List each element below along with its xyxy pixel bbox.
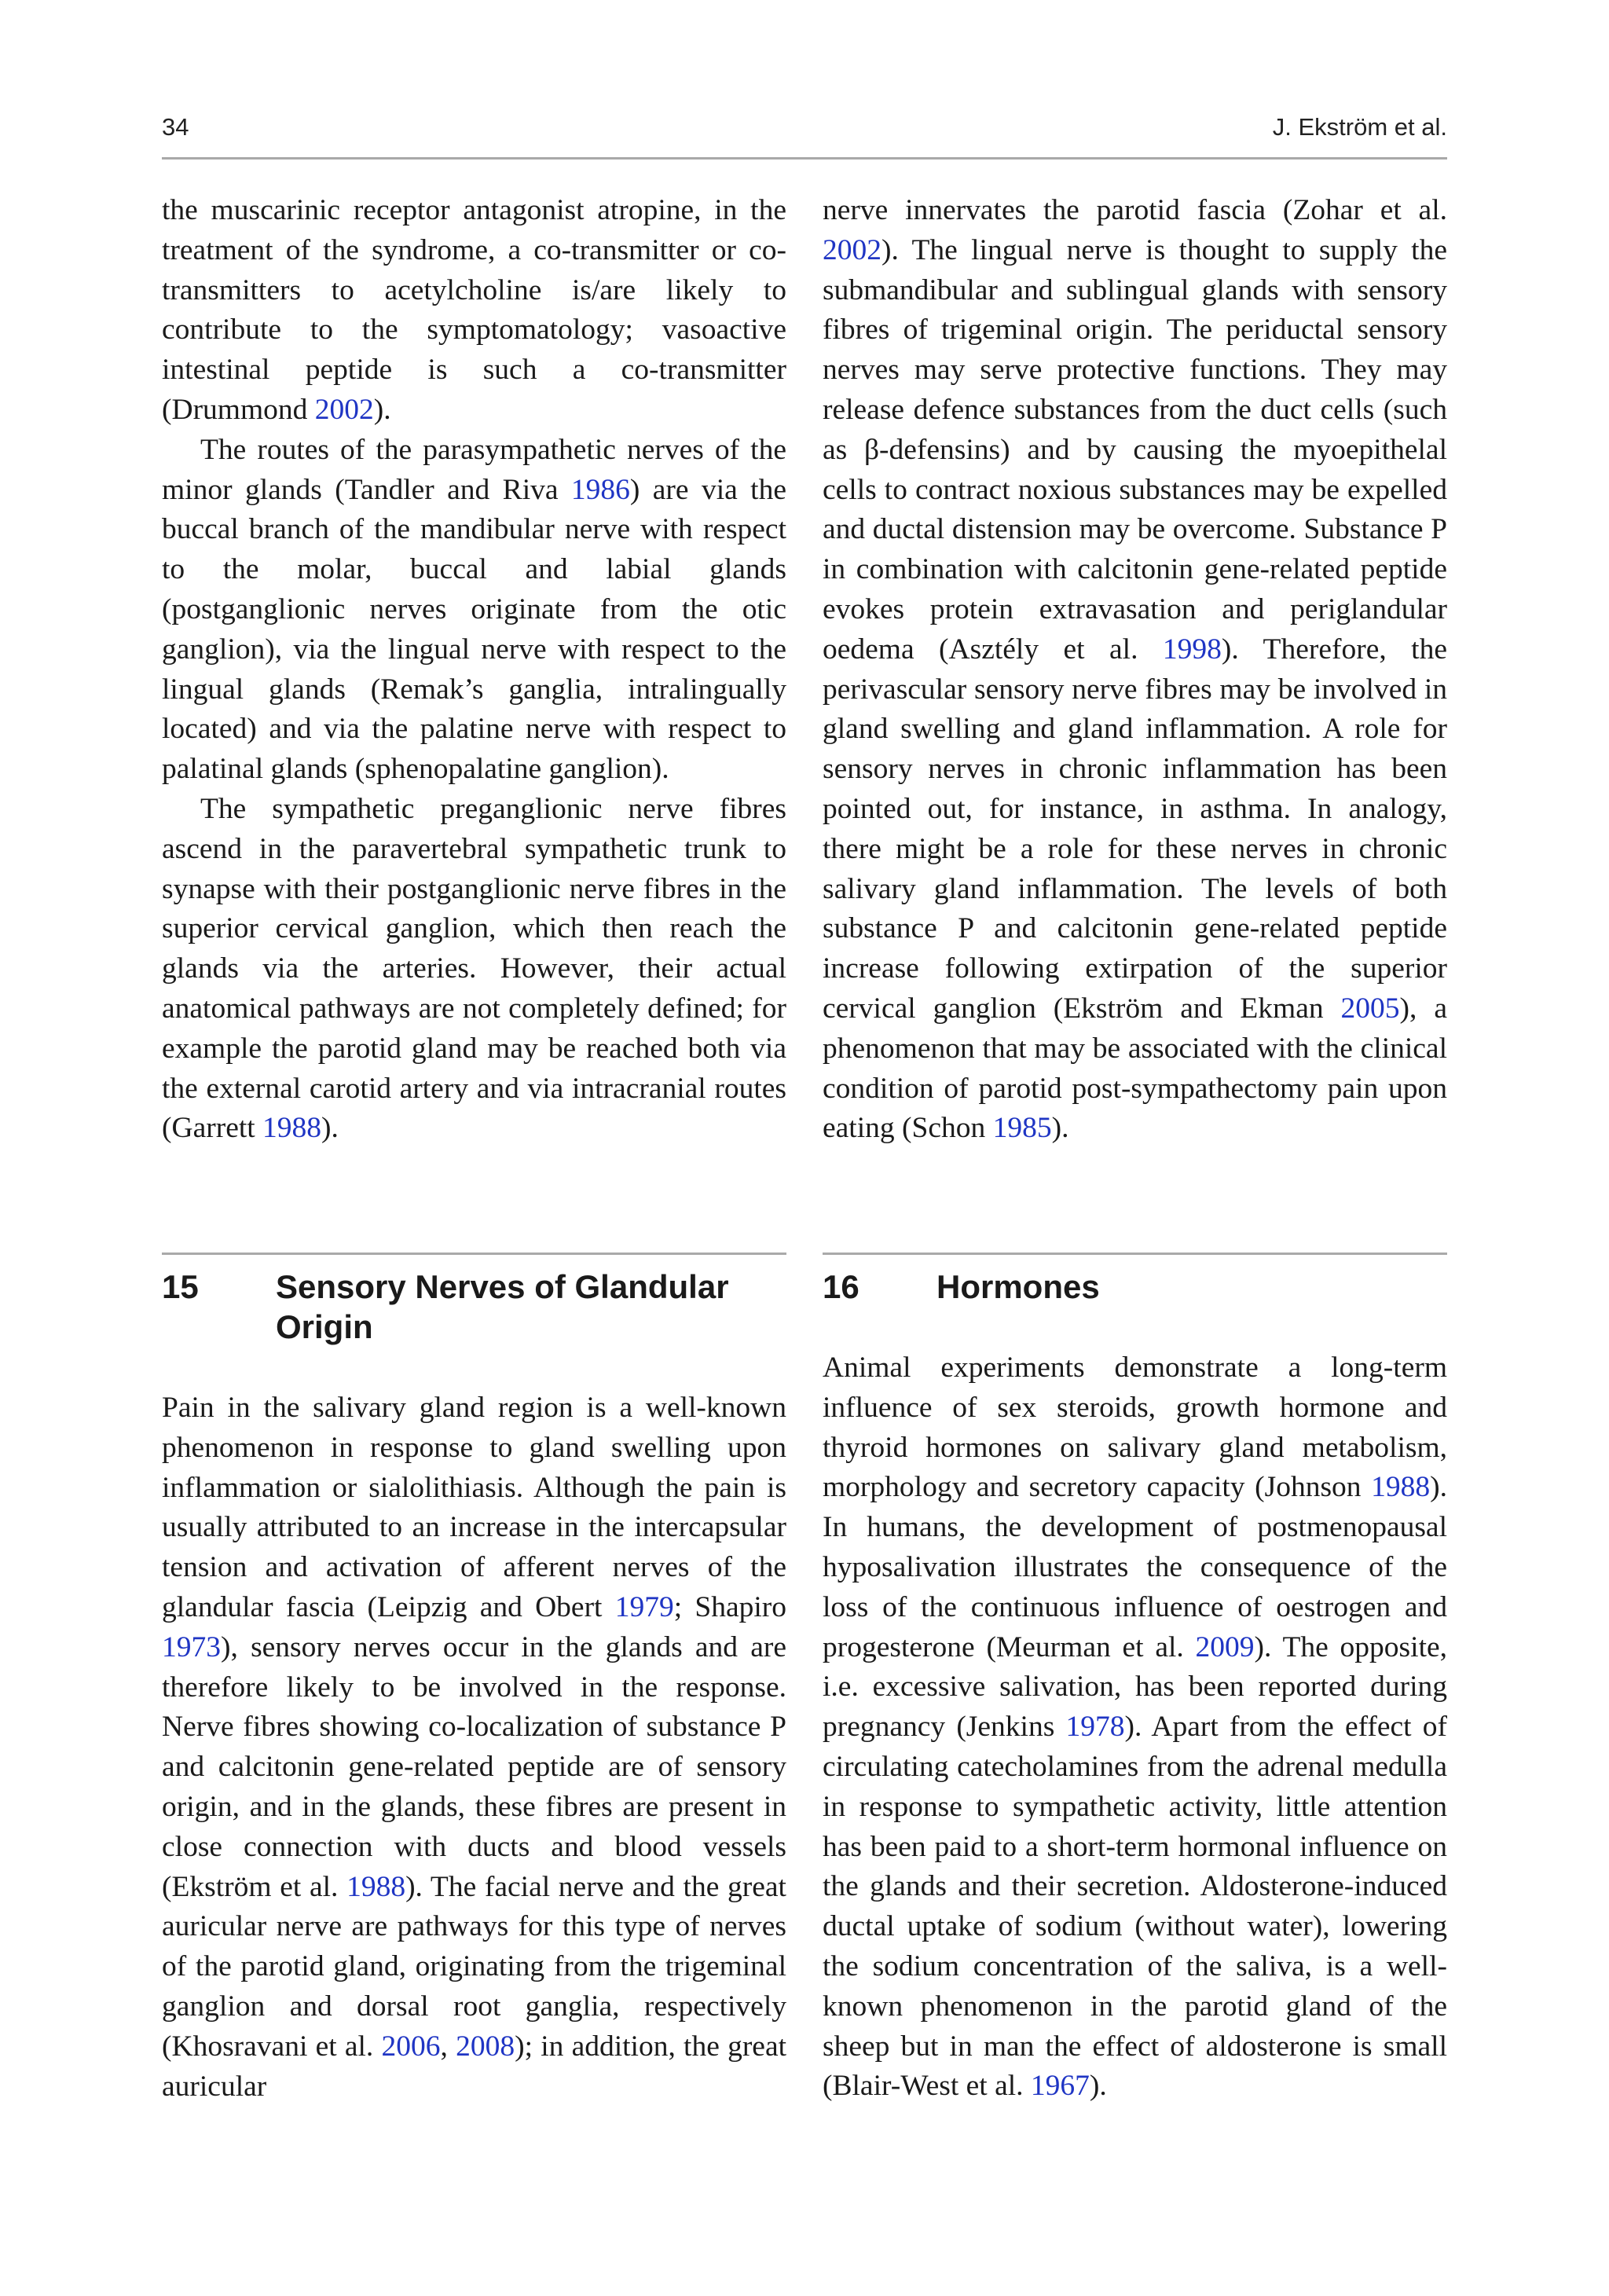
running-header — [162, 107, 1447, 160]
citation-link[interactable]: 1979 — [614, 1590, 674, 1623]
body-text: ). Therefore, the perivascular sensory nerve fibres may be involved in gland swelling and gland inflammation. A role for sensory nerves in chronic inflammation has been pointed out, for instance, in asthma. In analogy, there might be a role for these nerves in chronic salivary gland inflammation. The levels of both substance P and calcitonin gene-related peptide increase following extirpation of the superior cervical ganglion (Ekström and Ekman — [823, 633, 1447, 1025]
left-column-top — [162, 191, 786, 1149]
body-text: , — [440, 2030, 456, 2063]
body-text: ). In humans, the development of postmenopausal hyposalivation illustrates the consequence of the loss of the continuous influence of oestrogen and progesterone (Meurman et al. — [823, 1471, 1447, 1663]
body-text: nerve innervates the parotid fascia (Zohar et al. — [823, 194, 1447, 226]
right-column-top — [823, 191, 1447, 1149]
body-text: ). — [321, 1112, 339, 1145]
citation-link[interactable]: 1978 — [1065, 1711, 1125, 1744]
citation-link[interactable]: 1988 — [1371, 1471, 1431, 1504]
section-heading — [162, 1267, 786, 1347]
body-text: the muscarinic receptor antagonist atropine, in the treatment of the syndrome, a co-transmitter or co-transmitters to acetylcholine is/are likely to contribute to the symptomatology; vasoactive intestinal peptide is such a co-transmitter (Drummond — [162, 194, 786, 426]
body-text: ). The facial nerve and the great auricular nerve are pathways for this type of nerves of the parotid gland, originating from the trigeminal ganglion and dorsal root ganglia, respectively (Khosravani et al. — [162, 1870, 786, 2063]
body-text: The routes of the parasympathetic nerves of the minor glands (Tandler and Riva — [162, 433, 786, 506]
paragraph — [162, 431, 786, 790]
section-number: 16 — [823, 1268, 859, 1305]
paragraph — [823, 1348, 1447, 2107]
citation-link[interactable]: 1998 — [1162, 633, 1222, 666]
paragraph — [162, 1388, 786, 2107]
citation-link[interactable]: 1967 — [1030, 2070, 1090, 2103]
body-text: The sympathetic preganglionic nerve fibres ascend in the paravertebral sympathetic trunk to synapse with their postganglionic nerve fibres in the superior cervical ganglion, which then reach the glands via the arteries. However, their actual anatomical pathways are not completely defined; for example the parotid gland may be reached both via the external carotid artery and via intracranial routes (Garrett — [162, 792, 786, 1145]
body-text: ; Shapiro — [673, 1590, 786, 1623]
section-rule — [162, 1253, 786, 1255]
citation-link[interactable]: 2002 — [314, 393, 374, 426]
body-text: ), sensory nerves occur in the glands and are therefore likely to be involved in the response. Nerve fibres showing co-localization of substance P and calcitonin gene-related peptide are of sensory origin, and in the glands, these fibres are present in close connection with ducts and blood vessels (Ekström et al. — [162, 1630, 786, 1903]
citation-link[interactable]: 2005 — [1340, 992, 1400, 1025]
running-authors: J. Ekström et al. — [1272, 113, 1447, 141]
body-text: ), a phenomenon that may be associated with the clinical condition of parotid post-sympathectomy pain upon eating (Schon — [823, 992, 1447, 1145]
section-title: Hormones — [936, 1268, 1100, 1305]
citation-link[interactable]: 1988 — [346, 1870, 406, 1903]
body-text: ). — [1089, 2070, 1107, 2103]
paragraph — [162, 191, 786, 431]
citation-link[interactable]: 2009 — [1195, 1630, 1255, 1663]
body-text: ). Apart from the effect of circulating catecholamines from the adrenal medulla in response to sympathetic activity, little attention has been paid to a short-term hormonal influence on the glands and their secretion. Aldosterone-induced ductal uptake of sodium (without water), lowering the sodium concentration of the saliva, is a well-known phenomenon in the parotid gland of the sheep but in man the effect of aldosterone is small (Blair-West et al. — [823, 1711, 1447, 2103]
section-title: Sensory Nerves of Glandular Origin — [276, 1268, 729, 1345]
citation-link[interactable]: 2008 — [456, 2030, 515, 2063]
section-heading — [823, 1267, 1447, 1307]
body-text: ) are via the buccal branch of the mandibular nerve with respect to the molar, buccal and labial glands (postganglionic nerves originate from the otic ganglion), via the lingual nerve with respect to the lingual glands (Remak’s ganglia, intralingually located) and via the palatine nerve with respect to palatinal glands (sphenopalatine ganglion). — [162, 473, 786, 786]
body-text: Animal experiments demonstrate a long-term influence of sex steroids, growth hormone and thyroid hormones on salivary gland metabolism, morphology and secretory capacity (Johnson — [823, 1352, 1447, 1504]
body-text: ). The opposite, i.e. excessive salivation, has been reported during pregnancy (Jenkins — [823, 1630, 1448, 1744]
page-number: 34 — [162, 113, 189, 141]
body-text: Pain in the salivary gland region is a well-known phenomenon in response to gland swelling upon inflammation or sialolithiasis. Although the pain is usually attributed to an increase in the intercapsular tension and activation of afferent nerves of the glandular fascia (Leipzig and Obert — [162, 1392, 786, 1623]
section-15-body — [162, 1388, 786, 2107]
body-text: ). — [1051, 1112, 1069, 1145]
body-text: ). The lingual nerve is thought to supply the submandibular and sublingual glands with sensory fibres of trigeminal origin. The periductal sensory nerves may serve protective functions. They may release defence substances from the duct cells (such as β-defensins) and by causing the myoepithelal cells to contract noxious substances may be expelled and ductal distension may be overcome. Substance P in combination with calcitonin gene-related peptide evokes protein extravasation and periglandular oedema (Asztély et al. — [823, 233, 1447, 666]
citation-link[interactable]: 1985 — [992, 1112, 1052, 1145]
paragraph — [162, 790, 786, 1149]
section-number: 15 — [162, 1268, 199, 1305]
paragraph — [823, 191, 1447, 1149]
citation-link[interactable]: 1986 — [570, 473, 630, 506]
citation-link[interactable]: 1973 — [162, 1630, 221, 1663]
citation-link[interactable]: 2006 — [381, 2030, 441, 2063]
citation-link[interactable]: 2002 — [823, 233, 881, 266]
body-text: ). — [373, 393, 391, 426]
section-16-body — [823, 1348, 1447, 2107]
section-rule — [823, 1253, 1447, 1255]
body-text: ); in addition, the great auricular — [162, 2030, 787, 2103]
citation-link[interactable]: 1988 — [262, 1112, 322, 1145]
